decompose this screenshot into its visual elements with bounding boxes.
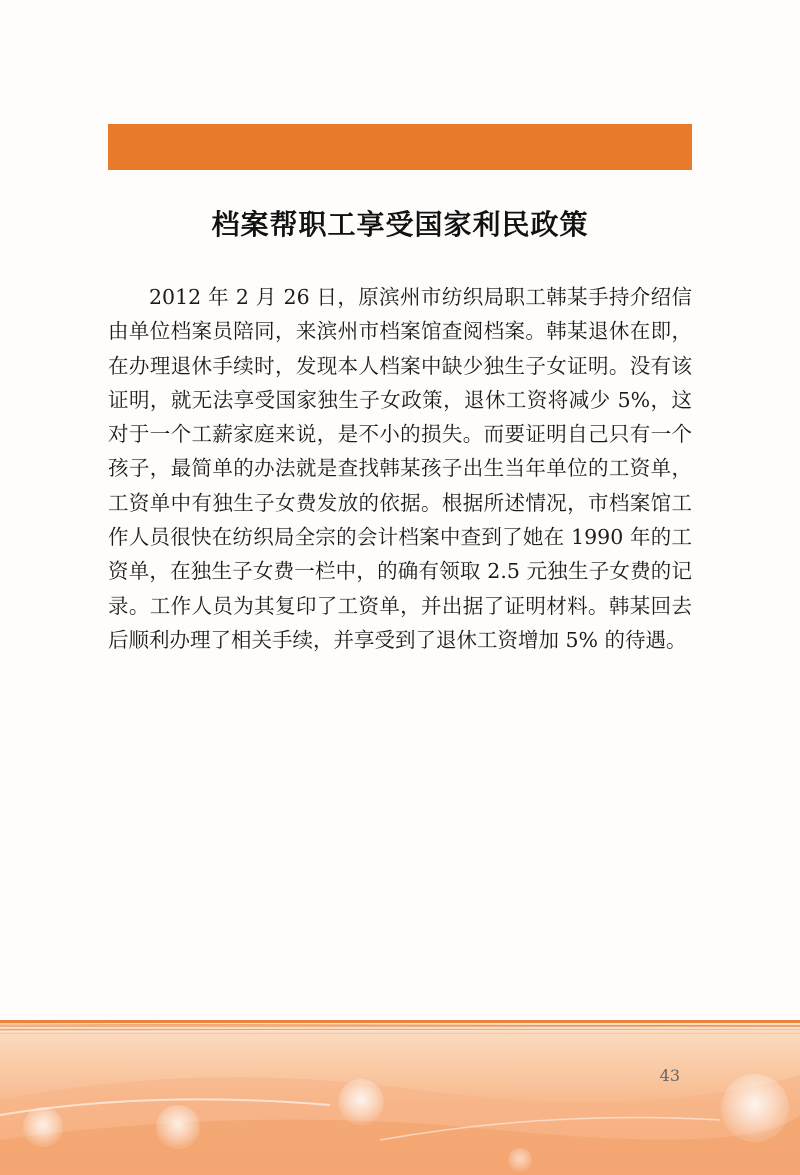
page-number: 43 [659,1066,680,1085]
header-bar [108,124,692,170]
footer-decoration [0,1020,800,1175]
article-title: 档案帮职工享受国家利民政策 [211,208,589,241]
footer-pattern [0,1020,800,1175]
article-body: 2012 年 2 月 26 日，原滨州市纺织局职工韩某手持介绍信由单位档案员陪同，来滨州市档案馆查阅档案。韩某退休在即，在办理退休手续时，发现本人档案中缺少独生子女证明。没有该证明，就无法享受国家独生子女政策，退休工资将减少 5%，这对于一个工薪家庭来说，是不小的损失。而要证明自己只有一个孩子，最简单的办法就是查找韩某孩子出生当年单位的工资单，工资单中有独生子女费发放的依据。根据所述情况，市档案馆工作人员很快在纺织局全宗的会计档案中查到了她在 1990 年的工资单，在独生子女费一栏中，的确有领取 2.5 元独生子女费的记录。工作人员为其复印了工资单，并出据了证明材料。韩某回去后顺利办理了相关手续，并享受到了退休工资增加 5% 的待遇。 [108,285,692,652]
